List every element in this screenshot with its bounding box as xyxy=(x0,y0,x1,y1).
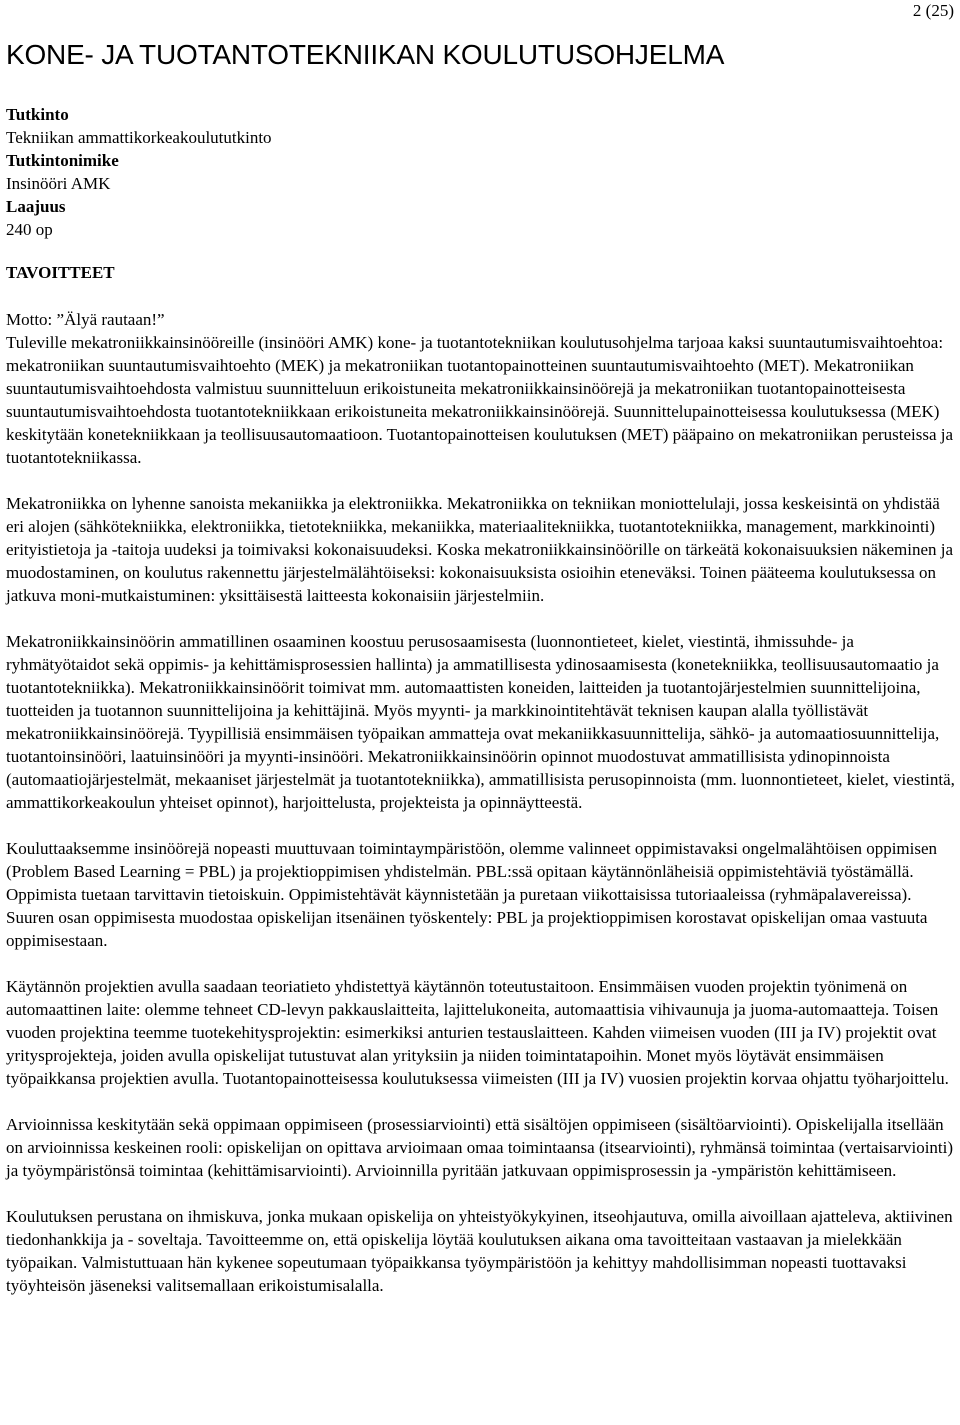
scope-value: 240 op xyxy=(6,220,53,239)
motto: Motto: ”Älyä rautaan!” xyxy=(6,310,165,329)
paragraph: Kouluttaaksemme insinöörejä nopeasti muuttuvaan toimintaympäristöön, olemme valinneet oppimistavaksi ongelmalähtöisen oppimisen (Problem Based Learning = PBL) ja projektioppimisen yhdistelmän. PBL:ssä opitaan käytännönläheisiä oppimistehtäviä työstämällä. Oppimista tuetaan tarvittavin tietoiskuin. Oppimistehtävät käynnistetään ja puretaan viikottaisissa tutoriaaleissa (ryhmäpalavereissa). Suuren osan oppimisesta muodostaa opiskelijan itsenäinen työskentely: PBL ja projektioppimisen korostavat opiskelijan omaa vastuuta oppimisestaan. xyxy=(6,839,938,950)
scope-label: Laajuus xyxy=(6,197,66,216)
paragraph: Tuleville mekatroniikkainsinööreille (insinööri AMK) kone- ja tuotantotekniikan koulutusohjelma tarjoaa kaksi suuntautumisvaihtoehtoa: mekatroniikan suuntautumisvaihtoehto (MEK) ja mekatroniikan tuotantopainotteinen suuntautumisvaihtoehto (MET). Mekatroniikan suuntautumisvaihtoehdosta valmistuu suunnitteluun erikoistuneita mekatroniikkainsinöörejä ja mekatroniikan tuotantopainotteisesta suuntautumisvaihtoehdosta tuotantotekniikkaan erikoistuneita mekatroniikkainsinöörejä. Suunnittelupainotteisessa koulutuksessa (MEK) keskitytään konetekniikkaan ja teollisuusautomaatioon. Tuotantopainotteisen koulutuksen (MET) pääpaino on mekatroniikan perusteissa ja tuotantotekniikassa. xyxy=(6,333,954,467)
degree-value: Tekniikan ammattikorkeakoulututkinto xyxy=(6,128,272,147)
section-heading: TAVOITTEET xyxy=(6,263,115,282)
degree-label: Tutkinto xyxy=(6,105,69,124)
page-number: 2 (25) xyxy=(912,1,954,20)
page-title: KONE- JA TUOTANTOTEKNIIKAN KOULUTUSOHJELMA xyxy=(6,39,725,70)
paragraph: Käytännön projektien avulla saadaan teoriatieto yhdistettyä käytännön toteutustaitoon. Ensimmäisen vuoden projektin työnimenä on automaattinen laite: olemme tehneet CD-levyn pakkauslaitteita, lajittelukoneita, automaattisia vihivaunuja ja juoma-automaatteja. Toisen vuoden projektina teemme tuotekehitysprojektin: esimerkiksi anturien testauslaitteen. Kahden viimeisen vuoden (III ja IV) projektit ovat yritysprojekteja, joiden avulla opiskelijat tutustuvat alan yrityksiin ja niiden toimintatapoihin. Monet myös löytävät ensimmäisen työpaikkansa projektien avulla. Tuotantopainotteisessa koulutuksessa viimeisten (III ja IV) vuosien projektin korvaa ohjattu työharjoittelu. xyxy=(6,977,949,1088)
paragraph: Koulutuksen perustana on ihmiskuva, jonka mukaan opiskelija on yhteistyökykyinen, itseohjautuva, omilla aivoillaan ajatteleva, aktiivinen tiedonhankkija ja - soveltaja. Tavoitteemme on, että opiskelija löytää koulutuksen aikana oma tavoitteitaan vastaavan ja mielekkään työpaikan. Valmistuttuaan hän kykenee sopeutumaan työpaikkansa työympäristöön ja kehittyy mahdollisimman nopeasti tuottavaksi työyhteisön jäseneksi valitsemallaan erikoistumisalalla. xyxy=(6,1207,953,1295)
paragraph: Arvioinnissa keskitytään sekä oppimaan oppimiseen (prosessiarviointi) että sisältöjen oppimiseen (sisältöarviointi). Opiskelijalla itsellään on arvioinnissa keskeinen rooli: opiskelijan on opittava arvioimaan omaa toimintaansa (itsearviointi), ryhmänsä toimintaa (vertaisarviointi) ja työympäristönsä toimintaa (kehittämisarviointi). Arvioinnilla pyritään jatkuvaan oppimisprosessin ja -ympäristön kehittämiseen. xyxy=(6,1115,954,1180)
paragraph: Mekatroniikkainsinöörin ammatillinen osaaminen koostuu perusosaamisesta (luonnontieteet, kielet, viestintä, ihmissuhde- ja ryhmätyötaidot sekä oppimis- ja kehittämisprosessien hallinta) ja ammatillisesta ydinosaamisesta (konetekniikka, teollisuusautomaatio ja tuotantotekniikka). Mekatroniikkainsinöörit toimivat mm. automaattisten koneiden, laitteiden ja tuotantojärjestelmien suunnittelijoina, tuotteiden ja tuotannon suunnittelijoina ja kehittäjinä. Myös myynti- ja markkinointitehtävät teknisen kaupan alalla työllistävät mekatroniikkainsinöörejä. Tyypillisiä ensimmäisen työpaikan ammatteja ovat mekaniikkasuunnittelija, sähkö- ja automaatiosuunnittelija, tuotantoinsinööri, laatuinsinööri ja myynti-insinööri. Mekatroniikkainsinöörin opinnot muodostuvat ammatillisista ydinopinnoista (automaatiojärjestelmät, mekaaniset järjestelmät ja tuotantotekniikka), ammatillisista perusopinnoista (mm. luonnontieteet, kielet, viestintä, ammattikorkeakoulun yhteiset opinnot), harjoittelusta, projekteista ja opinnäytteestä. xyxy=(6,632,955,812)
degree-info xyxy=(6,103,272,241)
degree-title-value: Insinööri AMK xyxy=(6,174,111,193)
degree-title-label: Tutkintonimike xyxy=(6,151,119,170)
paragraph: Mekatroniikka on lyhenne sanoista mekaniikka ja elektroniikka. Mekatroniikka on tekniikan moniottelulaji, jossa keskeisintä on yhdistää eri alojen (sähkötekniikka, elektroniikka, tietotekniikka, mekaniikka, materiaalitekniikka, tuotantotekniikka, management, markkinointi) erityistietoja ja -taitoja uudeksi ja toimivaksi kokonaisuudeksi. Koska mekatroniikkainsinöörille on tärkeätä kokonaisuuksien näkeminen ja muodostaminen, on koulutus rakennettu järjestelmälähtöiseksi: kokonaisuuksista osioihin eteneväksi. Toinen pääteema koulutuksessa on jatkuva moni-mutkaistuminen: yksittäisestä laitteesta kokonaisiin järjestelmiin. xyxy=(6,494,954,605)
body-text xyxy=(6,331,960,1320)
